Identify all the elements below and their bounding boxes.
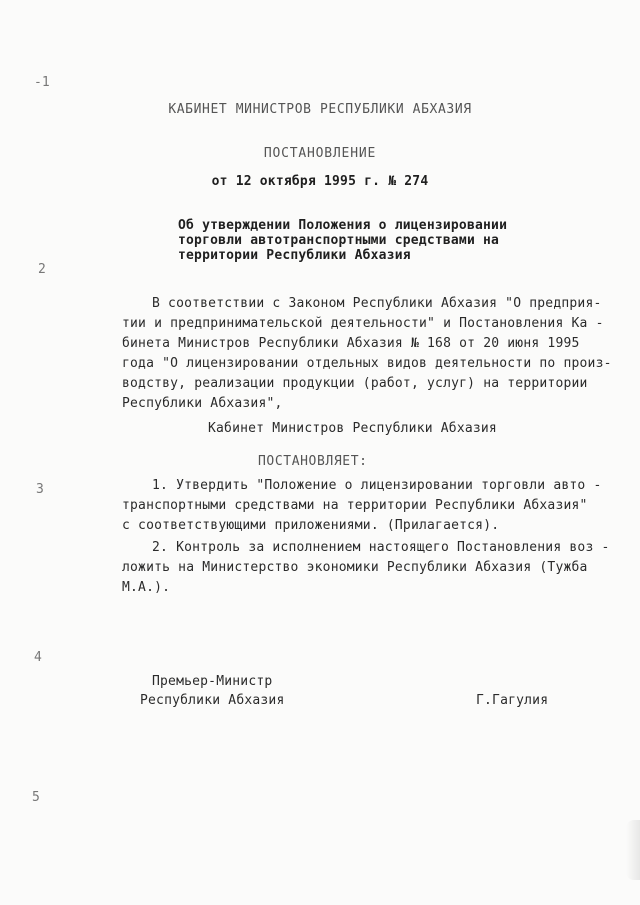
item-1-line-2: транспортными средствами на территории Республики Абхазия"	[122, 498, 588, 513]
item-2-line-3: М.А.).	[122, 580, 171, 595]
item-1-line-3: с соответствующими приложениями. (Прилагается).	[122, 518, 500, 533]
resolves-heading: ПОСТАНОВЛЯЕТ:	[258, 454, 368, 469]
margin-mark-2: 2	[38, 262, 46, 277]
preamble-line-5: водству, реализации продукции (работ, услуг) на территории	[122, 376, 588, 391]
signature-name: Г.Гагулия	[476, 693, 549, 708]
margin-mark-5: 5	[32, 790, 40, 805]
cabinet-heading: КАБИНЕТ МИНИСТРОВ РЕСПУБЛИКИ АБХАЗИЯ	[168, 102, 472, 117]
preamble-line-6: Республики Абхазия",	[122, 396, 283, 411]
preamble-line-3: бинета Министров Республики Абхазия № 168 от 20 июня 1995	[122, 336, 580, 351]
page-edge-shadow	[626, 820, 640, 880]
subject-line-3: территории Республики Абхазия	[178, 248, 411, 263]
margin-mark-4: 4	[34, 650, 42, 665]
document-type: ПОСТАНОВЛЕНИЕ	[263, 146, 377, 161]
item-1-line-1: 1. Утвердить "Положение о лицензировании торговли авто -	[152, 478, 602, 493]
margin-mark-3: 3	[36, 482, 44, 497]
signature-title-2: Республики Абхазия	[140, 693, 285, 708]
subject-line-2: торговли автотранспортными средствами на	[178, 233, 500, 248]
preamble-line-4: года "О лицензировании отдельных видов деятельности по произ-	[122, 356, 612, 371]
margin-mark-1: -1	[34, 75, 50, 90]
signature-title-1: Премьер-Министр	[152, 674, 273, 689]
subject-line-1: Об утверждении Положения о лицензировании	[178, 218, 508, 233]
preamble-line-2: тии и предпринимательской деятельности" и Постановления Ка -	[122, 316, 604, 331]
item-2-line-1: 2. Контроль за исполнением настоящего Постановления воз -	[152, 540, 610, 555]
date-number: от 12 октября 1995 г. № 274	[211, 174, 429, 189]
item-2-line-2: ложить на Министерство экономики Республики Абхазия (Тужба	[122, 560, 588, 575]
cabinet-line: Кабинет Министров Республики Абхазия	[208, 421, 497, 436]
preamble-line-1: В соответствии с Законом Республики Абхазия "О предприя-	[152, 296, 602, 311]
